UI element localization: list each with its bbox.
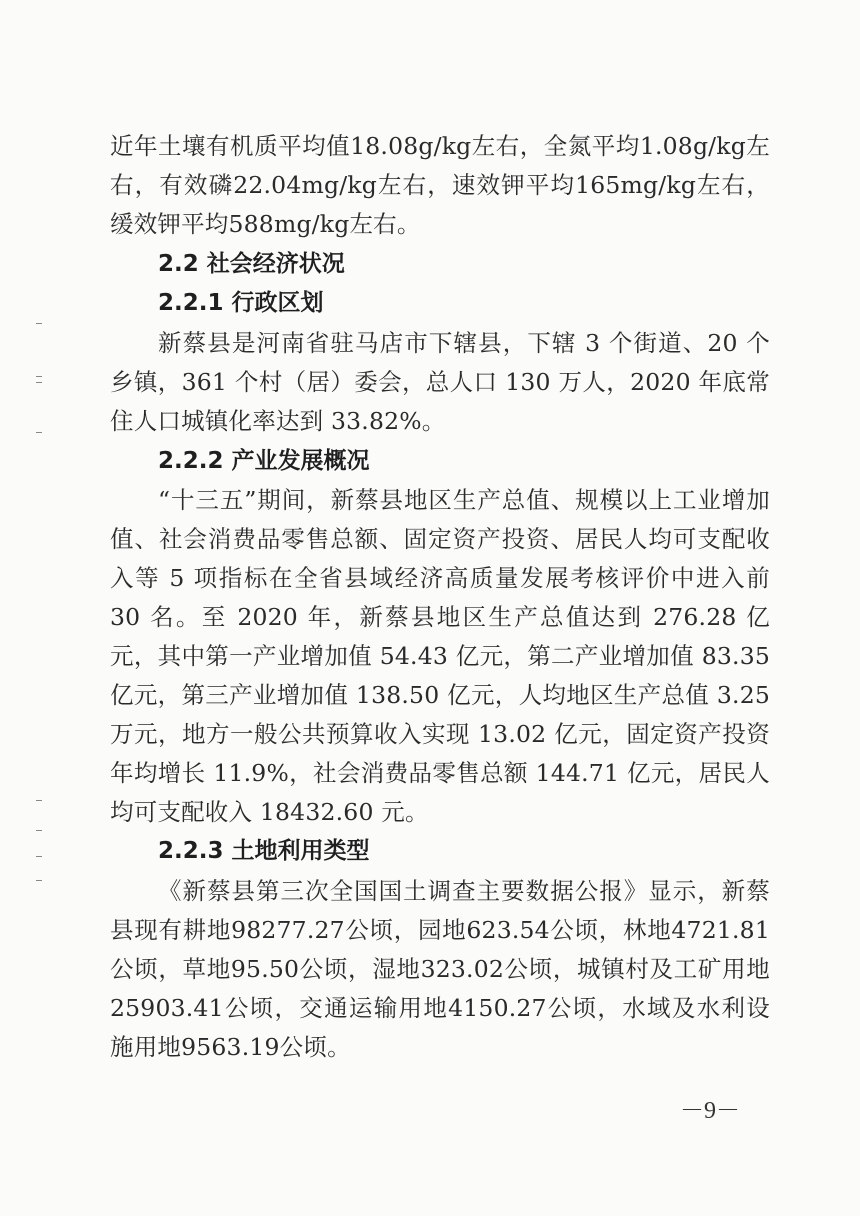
paragraph-industry-development: “十三五”期间，新蔡县地区生产总值、规模以上工业增加值、社会消费品零售总额、固定资产投资、居民人均可支配收入等 5 项指标在全省县域经济高质量发展考核评价中进入前 30 名。至 2020 年，新蔡县地区生产总值达到 276.28 亿元，其中第一产业增加值 54.43 亿元，第二产业增加值 83.35 亿元，第三产业增加值 138.50 亿元，人均地区生产总值 3.25 万元，地方一般公共预算收入实现 13.02 亿元，固定资产投资年均增长 11.9%，社会消费品零售总额 144.71 亿元，居民人均可支配收入 18432.60 元。: [110, 486, 770, 826]
page-number: －9－: [680, 1098, 740, 1124]
binding-mark: [36, 856, 42, 857]
paragraph-soil-nutrients: 近年土壤有机质平均值18.08g/kg左右，全氮平均1.08g/kg左右，有效磷22.04mg/kg左右，速效钾平均165mg/kg左右，缓效钾平均588mg/kg左右。: [110, 132, 770, 238]
binding-mark: [36, 376, 42, 377]
paragraph-land-use: 《新蔡县第三次全国国土调查主要数据公报》显示，新蔡县现有耕地98277.27公顷，园地623.54公顷，林地4721.81公顷，草地95.50公顷，湿地323.02公顷，城镇村及工矿用地25903.41公顷，交通运输用地4150.27公顷，水域及水利设施用地9563.19公顷。: [110, 877, 770, 1061]
heading-2-2-2: 2.2.2 产业发展概况: [158, 448, 370, 474]
binding-mark: [36, 830, 42, 831]
paragraph-administrative-division: 新蔡县是河南省驻马店市下辖县，下辖 3 个街道、20 个乡镇，361 个村（居）委会，总人口 130 万人，2020 年底常住人口城镇化率达到 33.82%。: [110, 329, 770, 435]
binding-mark: [36, 800, 42, 801]
binding-mark: [36, 880, 42, 881]
binding-mark: [36, 432, 42, 433]
heading-2-2-1: 2.2.1 行政区划: [158, 290, 324, 316]
heading-2-2-3: 2.2.3 土地利用类型: [158, 838, 370, 864]
heading-2-2: 2.2 社会经济状况: [158, 251, 345, 277]
binding-mark: [36, 382, 42, 383]
binding-mark: [36, 323, 42, 324]
